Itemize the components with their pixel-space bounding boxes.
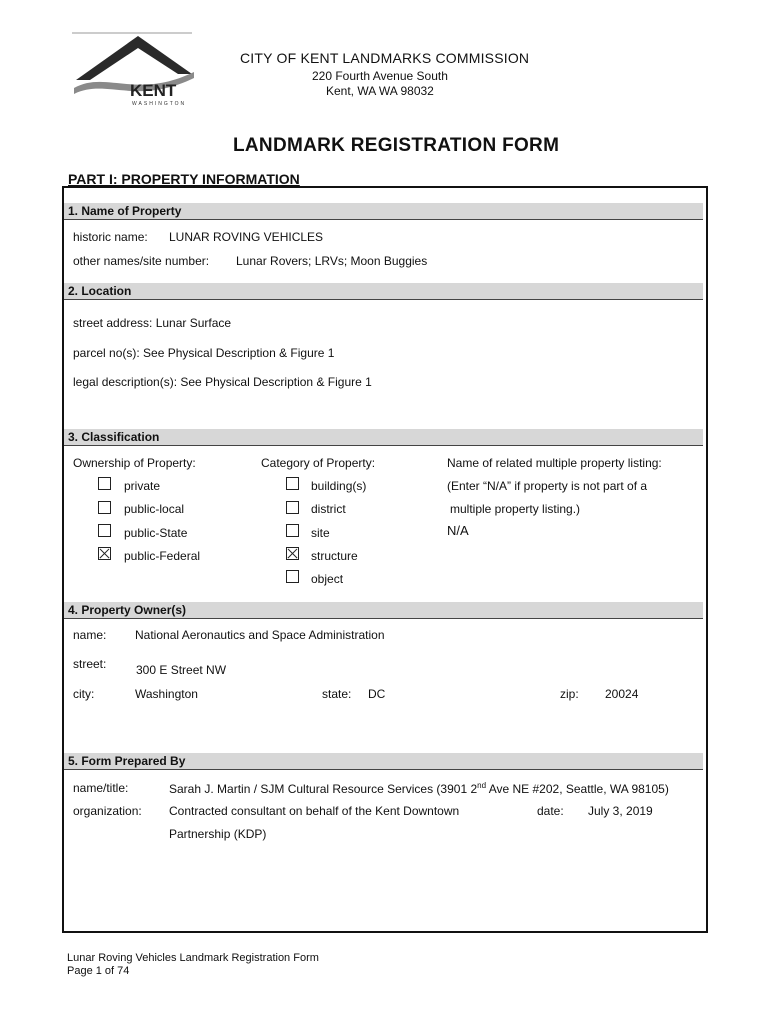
commission-title: CITY OF KENT LANDMARKS COMMISSION xyxy=(240,50,530,66)
prepared-name-label: name/title: xyxy=(73,781,129,795)
street-address: street address: Lunar Surface xyxy=(73,316,232,330)
ownership-label: Ownership of Property: xyxy=(73,456,196,470)
category-site-label: site xyxy=(311,526,330,540)
section-name-heading: 1. Name of Property xyxy=(64,203,703,220)
category-buildings-checkbox[interactable] xyxy=(286,477,299,490)
ownership-private-label: private xyxy=(124,479,161,493)
address-line-2: Kent, WA WA 98032 xyxy=(326,84,434,98)
kent-logo xyxy=(66,30,198,108)
category-buildings-label: building(s) xyxy=(311,479,367,493)
owner-zip-value: 20024 xyxy=(605,687,639,701)
section-owner-heading: 4. Property Owner(s) xyxy=(64,602,703,619)
historic-name-value: LUNAR ROVING VEHICLES xyxy=(169,230,324,244)
logo-subtext: WASHINGTON xyxy=(132,101,187,107)
prepared-name-value: Sarah J. Martin / SJM Cultural Resource Services (3901 2nd Ave NE #202, Seattle, WA 98105) xyxy=(169,781,669,796)
date-label: date: xyxy=(537,804,564,818)
date-value: July 3, 2019 xyxy=(588,804,653,818)
multiple-listing-note-1: (Enter “N/A” if property is not part of a xyxy=(447,479,648,493)
category-structure-checkbox[interactable] xyxy=(286,547,299,560)
owner-zip-label: zip: xyxy=(560,687,579,701)
owner-name-label: name: xyxy=(73,628,107,642)
multiple-listing-label: Name of related multiple property listing: xyxy=(447,456,662,470)
owner-street-label: street: xyxy=(73,657,107,671)
footer-doc-name: Lunar Roving Vehicles Landmark Registration Form xyxy=(67,952,319,964)
ownership-public-local-label: public-local xyxy=(124,502,185,516)
owner-street-value: 300 E Street NW xyxy=(136,663,227,677)
category-label: Category of Property: xyxy=(261,456,376,470)
category-object-checkbox[interactable] xyxy=(286,570,299,583)
ownership-public-federal-label: public-Federal xyxy=(124,549,201,563)
ownership-public-local-checkbox[interactable] xyxy=(98,501,111,514)
multiple-listing-value[interactable]: N/A xyxy=(447,523,469,538)
parcel-numbers: parcel no(s): See Physical Description & Figure 1 xyxy=(73,346,335,360)
category-structure-label: structure xyxy=(311,549,358,563)
other-names-value: Lunar Rovers; LRVs; Moon Buggies xyxy=(236,254,428,268)
address-line-1: 220 Fourth Avenue South xyxy=(312,69,448,83)
category-district-checkbox[interactable] xyxy=(286,501,299,514)
owner-name-value: National Aeronautics and Space Administration xyxy=(135,628,385,642)
organization-label: organization: xyxy=(73,804,142,818)
ownership-public-federal-checkbox[interactable] xyxy=(98,547,111,560)
organization-value-line-2: Partnership (KDP) xyxy=(169,827,267,841)
historic-name-label: historic name: xyxy=(73,230,148,244)
multiple-listing-note-2: multiple property listing.) xyxy=(450,502,581,516)
footer-page-number: Page 1 of 74 xyxy=(67,965,130,977)
form-title: LANDMARK REGISTRATION FORM xyxy=(233,135,560,156)
category-district-label: district xyxy=(311,502,346,516)
owner-city-value: Washington xyxy=(135,687,198,701)
part-title: PART I: PROPERTY INFORMATION xyxy=(68,171,300,187)
logo-text: KENT xyxy=(130,81,177,100)
category-object-label: object xyxy=(311,572,344,586)
ownership-public-state-label: public-State xyxy=(124,526,188,540)
ownership-private-checkbox[interactable] xyxy=(98,477,111,490)
organization-value-line-1: Contracted consultant on behalf of the Kent Downtown xyxy=(169,804,460,818)
category-site-checkbox[interactable] xyxy=(286,524,299,537)
legal-description: legal description(s): See Physical Description & Figure 1 xyxy=(73,375,372,389)
section-classification-heading: 3. Classification xyxy=(64,429,703,446)
owner-city-label: city: xyxy=(73,687,95,701)
section-prepared-heading: 5. Form Prepared By xyxy=(64,753,703,770)
owner-state-label: state: xyxy=(322,687,352,701)
ownership-public-state-checkbox[interactable] xyxy=(98,524,111,537)
other-names-label: other names/site number: xyxy=(73,254,210,268)
owner-state-value: DC xyxy=(368,687,386,701)
section-location-heading: 2. Location xyxy=(64,283,703,300)
